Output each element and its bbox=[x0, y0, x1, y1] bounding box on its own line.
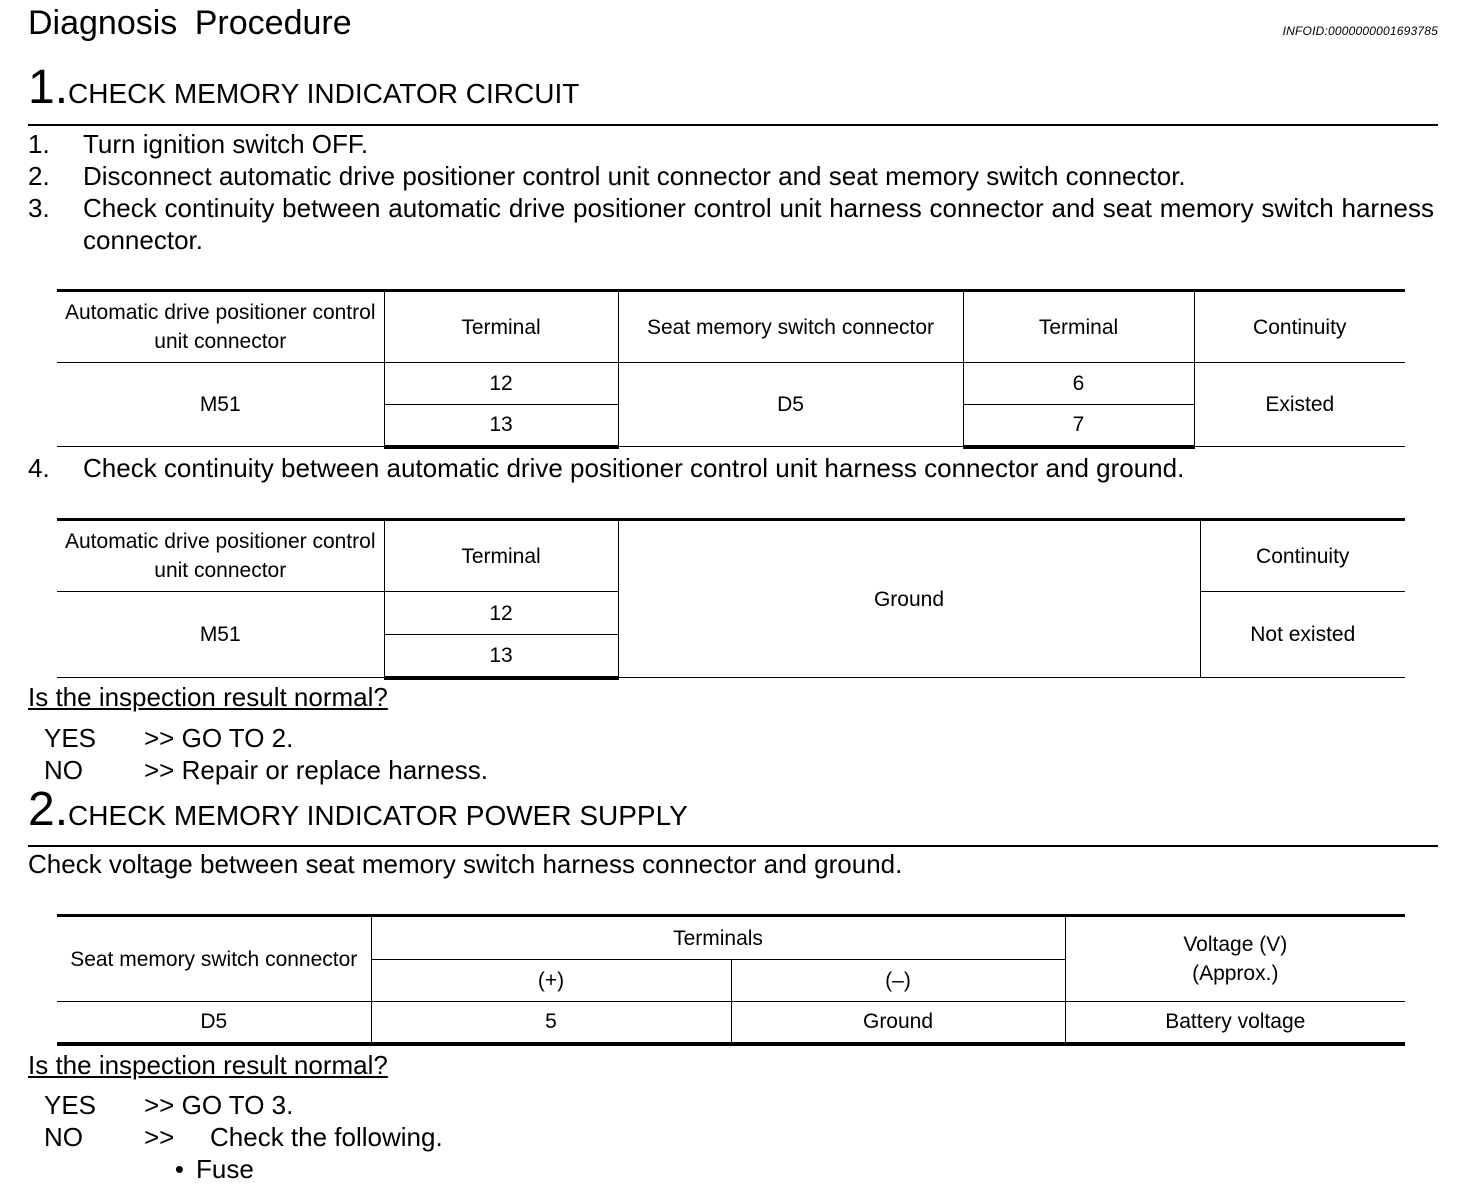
table-header: (+) bbox=[371, 960, 731, 1002]
bullet-text: Fuse bbox=[196, 1154, 254, 1184]
table-cell: Battery voltage bbox=[1065, 1002, 1405, 1044]
table-header: Terminals bbox=[371, 916, 1065, 960]
yes-text: >> GO TO 3. bbox=[144, 1090, 294, 1120]
no-text: >> Repair or replace harness. bbox=[144, 755, 488, 785]
step1-instruction-4 bbox=[28, 452, 1434, 484]
table-header: (–) bbox=[731, 960, 1065, 1002]
yes-answer bbox=[44, 1089, 443, 1121]
list-item-text: Disconnect automatic drive positioner control unit connector and seat memory switch connector. bbox=[83, 161, 1186, 191]
voltage-header-line1: Voltage (V) bbox=[1183, 933, 1288, 956]
table-cell: D5 bbox=[618, 363, 963, 447]
table-cell: Ground bbox=[618, 520, 1200, 678]
continuity-table-1 bbox=[57, 289, 1405, 449]
step1-instructions bbox=[28, 128, 1434, 256]
table-header: Automatic drive positioner control unit connector bbox=[57, 291, 384, 363]
step2-title: CHECK MEMORY INDICATOR POWER SUPPLY bbox=[68, 800, 688, 831]
list-item-number: 2. bbox=[28, 161, 50, 191]
table-cell: 5 bbox=[371, 1002, 731, 1044]
yes-label: YES bbox=[44, 723, 97, 753]
step2-number: 2. bbox=[28, 783, 69, 836]
table-header: Terminal bbox=[384, 291, 618, 363]
table-cell: M51 bbox=[57, 363, 384, 447]
yes-text: >> GO TO 2. bbox=[144, 723, 294, 753]
table-cell: M51 bbox=[57, 592, 384, 678]
step1-divider bbox=[28, 124, 1438, 126]
table-header: Seat memory switch connector bbox=[57, 916, 371, 1002]
info-id: INFOID:0000000001693785 bbox=[1282, 24, 1438, 38]
list-item bbox=[28, 192, 1434, 256]
list-item bbox=[28, 160, 1434, 192]
step2-answers bbox=[44, 1089, 443, 1185]
table-cell: 7 bbox=[963, 405, 1194, 447]
no-answer bbox=[44, 754, 488, 786]
step1-heading bbox=[28, 61, 580, 114]
table-header: Terminal bbox=[963, 291, 1194, 363]
table-header: Continuity bbox=[1194, 291, 1405, 363]
step2-question: Is the inspection result normal? bbox=[28, 1050, 388, 1080]
step1-number: 1. bbox=[28, 61, 69, 114]
list-item-text: Check continuity between automatic drive positioner control unit harness connector and ground. bbox=[83, 453, 1185, 483]
table-cell: 6 bbox=[963, 363, 1194, 405]
list-item-text: Turn ignition switch OFF. bbox=[83, 129, 369, 159]
table-cell: 12 bbox=[384, 592, 618, 635]
step1-title: CHECK MEMORY INDICATOR CIRCUIT bbox=[68, 78, 580, 109]
table-cell: 13 bbox=[384, 405, 618, 447]
no-arrow: >> bbox=[144, 1122, 175, 1152]
no-answer bbox=[44, 1121, 443, 1153]
table-cell: D5 bbox=[57, 1002, 371, 1044]
voltage-table bbox=[57, 914, 1405, 1046]
yes-answer bbox=[44, 722, 488, 754]
table-header bbox=[1065, 916, 1405, 1002]
list-item bbox=[28, 128, 1434, 160]
step1-answers bbox=[44, 722, 488, 786]
list-item-number: 4. bbox=[28, 453, 50, 483]
table-header: Terminal bbox=[384, 520, 618, 592]
no-label: NO bbox=[44, 1122, 83, 1152]
yes-label: YES bbox=[44, 1090, 97, 1120]
page-title: Diagnosis Procedure bbox=[28, 4, 352, 42]
table-header: Seat memory switch connector bbox=[618, 291, 963, 363]
no-label: NO bbox=[44, 755, 83, 785]
step2-divider bbox=[28, 845, 1438, 847]
list-item bbox=[28, 452, 1434, 484]
step2-heading bbox=[28, 783, 688, 836]
bullet-item bbox=[44, 1153, 443, 1185]
voltage-header-line2: (Approx.) bbox=[1192, 962, 1279, 985]
table-cell: 13 bbox=[384, 635, 618, 678]
step1-question: Is the inspection result normal? bbox=[28, 682, 388, 712]
table-cell: 12 bbox=[384, 363, 618, 405]
no-text: Check the following. bbox=[210, 1122, 443, 1152]
bullet-icon: • bbox=[174, 1154, 184, 1184]
list-item-number: 3. bbox=[28, 193, 50, 223]
table-header: Automatic drive positioner control unit connector bbox=[57, 520, 384, 592]
table-cell: Not existed bbox=[1200, 592, 1405, 678]
table-header: Continuity bbox=[1200, 520, 1405, 592]
list-item-text: Check continuity between automatic drive positioner control unit harness connector and seat memory switch harness connector. bbox=[83, 193, 1434, 255]
continuity-table-2 bbox=[57, 518, 1405, 680]
table-cell: Ground bbox=[731, 1002, 1065, 1044]
list-item-number: 1. bbox=[28, 129, 50, 159]
step2-instruction: Check voltage between seat memory switch harness connector and ground. bbox=[28, 849, 903, 879]
table-cell: Existed bbox=[1194, 363, 1405, 447]
